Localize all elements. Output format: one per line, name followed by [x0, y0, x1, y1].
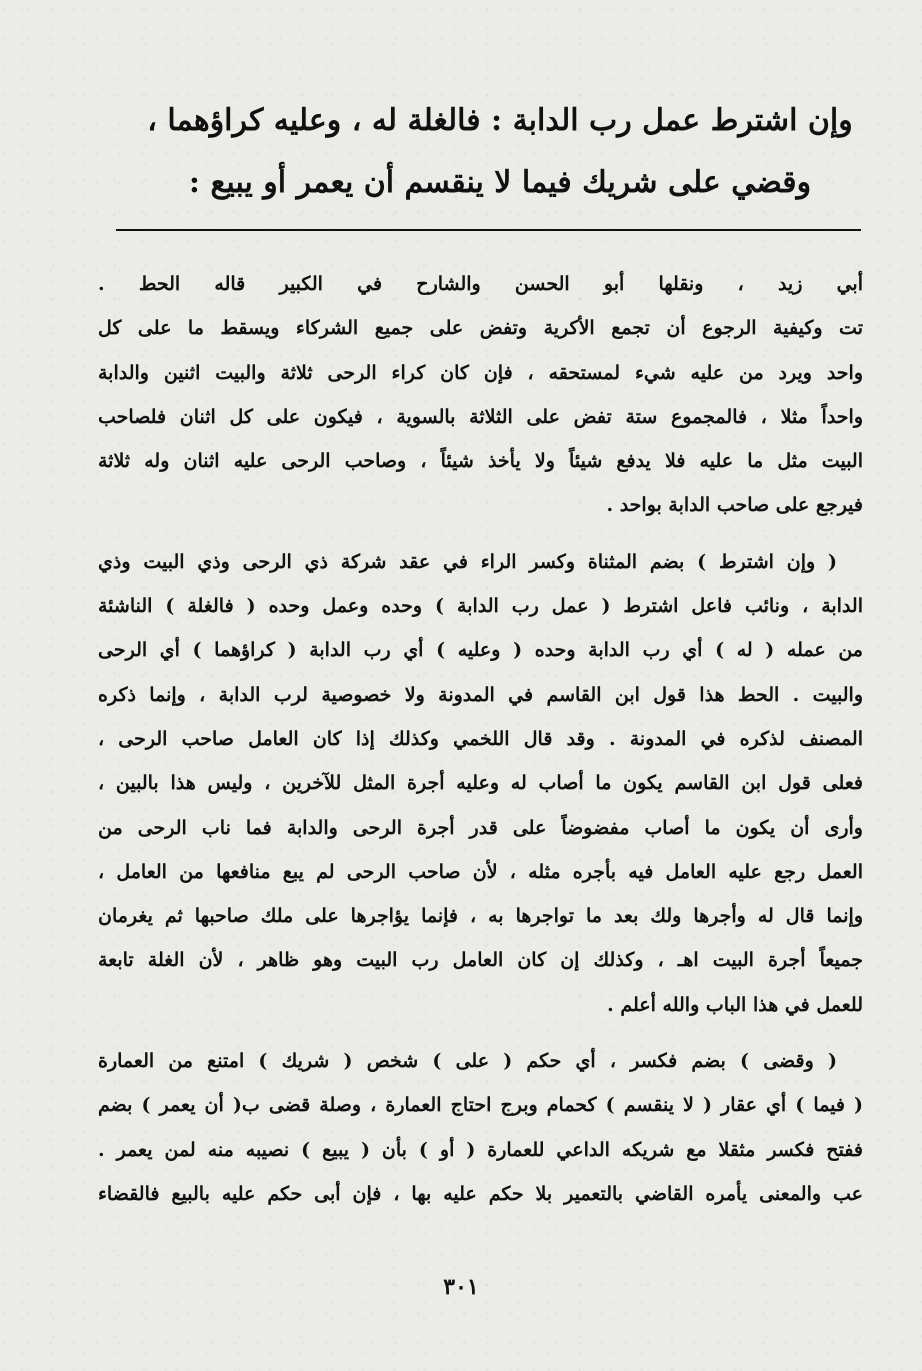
text-line: الدابة ، ونائب فاعل اشترط ( عمل رب الدابة ) وحده وعمل وحده ( فالغلة ) الناشئة [98, 595, 863, 618]
text-line: ( فيما ) أي عقار ( لا ينقسم ) كحمام وبرج احتاج العمارة ، وصلة قضى ب( أن يعمر ) بضم [98, 1094, 863, 1117]
text-line: وإنما قال له وأجرها ولك بعد ما تواجرها به ، فإنما يؤاجرها على ملك صاحبها ثم يغرمان [98, 905, 863, 928]
text-line: من عمله ( له ) أي رب الدابة وحده ( وعليه ) أي رب الدابة ( كراؤهما ) أي الرحى [98, 639, 863, 662]
text-line: واحداً مثلا ، فالمجموع ستة تفض على الثلاثة بالسوية ، فيكون على كل اثنان فلصاحب [98, 405, 863, 428]
text-line: ( وإن اشترط ) بضم المثناة وكسر الراء في عقد شركة ذي الرحى وذي البيت وذي [98, 550, 837, 573]
text-line: العمل رجع عليه العامل فيه بأجره مثله ، لأن صاحب الرحى لم يبع منافعها من العامل ، [98, 860, 863, 883]
commentary-body [98, 262, 863, 1228]
text-line: البيت مثل ما عليه فلا يدفع شيئاً ولا يأخذ شيئاً ، وصاحب الرحى عليه اثنان وله ثلاثة [98, 450, 863, 473]
text-line: عب والمعنى يأمره القاضي بالتعمير بلا حكم عليه بها ، فإن أبى حكم عليه بالبيع فالقضاء [98, 1182, 863, 1205]
matn-header [130, 90, 870, 214]
text-line: والبيت . الحط هذا قول ابن القاسم في المدونة ولا خصوصية لرب الدابة ، وإنما ذكره [98, 683, 863, 706]
text-line: فيرجع على صاحب الدابة بواحد . [606, 494, 863, 517]
paragraph-2 [98, 540, 863, 1027]
text-line: واحد ويرد من عليه شيء لمستحقه ، فإن كان كراء الرحى ثلاثة والبيت اثنين والدابة [98, 361, 863, 384]
matn-line-2: وقضي على شريك فيما لا ينقسم أن يعمر أو يبيع : [188, 165, 812, 200]
page-number: ٣٠١ [443, 1274, 479, 1300]
matn-line-1: وإن اشترط عمل رب الدابة : فالغلة له ، وعليه كراؤهما ، [147, 103, 853, 138]
paragraph-1 [98, 262, 863, 528]
text-line: ففتح فكسر مثقلا مع شريكه الداعي للعمارة ( أو ) بأن ( يبيع ) نصيبه منه لمن يعمر . [98, 1138, 863, 1161]
text-line: جميعاً أجرة البيت اهـ ، وكذلك إن كان العامل رب البيت وهو ظاهر ، لأن الغلة تابعة [98, 949, 863, 972]
text-line: أبي زيد ، ونقلها أبو الحسن والشارح في الكبير قاله الحط . [98, 273, 863, 295]
text-line: للعمل في هذا الباب والله أعلم . [607, 993, 863, 1016]
text-line: ( وقضى ) بضم فكسر ، أي حكم ( على ) شخص ( شريك ) امتنع من العمارة [98, 1050, 837, 1073]
text-line: تت وكيفية الرجوع أن تجمع الأكرية وتفض على جميع الشركاء ويسقط ما على كل [98, 317, 863, 340]
header-divider [116, 229, 861, 231]
text-line: المصنف لذكره في المدونة . وقد قال اللخمي وكذلك إذا كان العامل صاحب الرحى ، [98, 727, 863, 750]
text-line: فعلى قول ابن القاسم يكون ما أصاب له وعليه أجرة المثل للآخرين ، وليس هذا بالبين ، [98, 772, 863, 795]
paragraph-3 [98, 1039, 863, 1216]
text-line: وأرى أن يكون ما أصاب مفضوضاً على قدر أجرة الرحى والدابة فما ناب الرحى من [98, 816, 863, 839]
